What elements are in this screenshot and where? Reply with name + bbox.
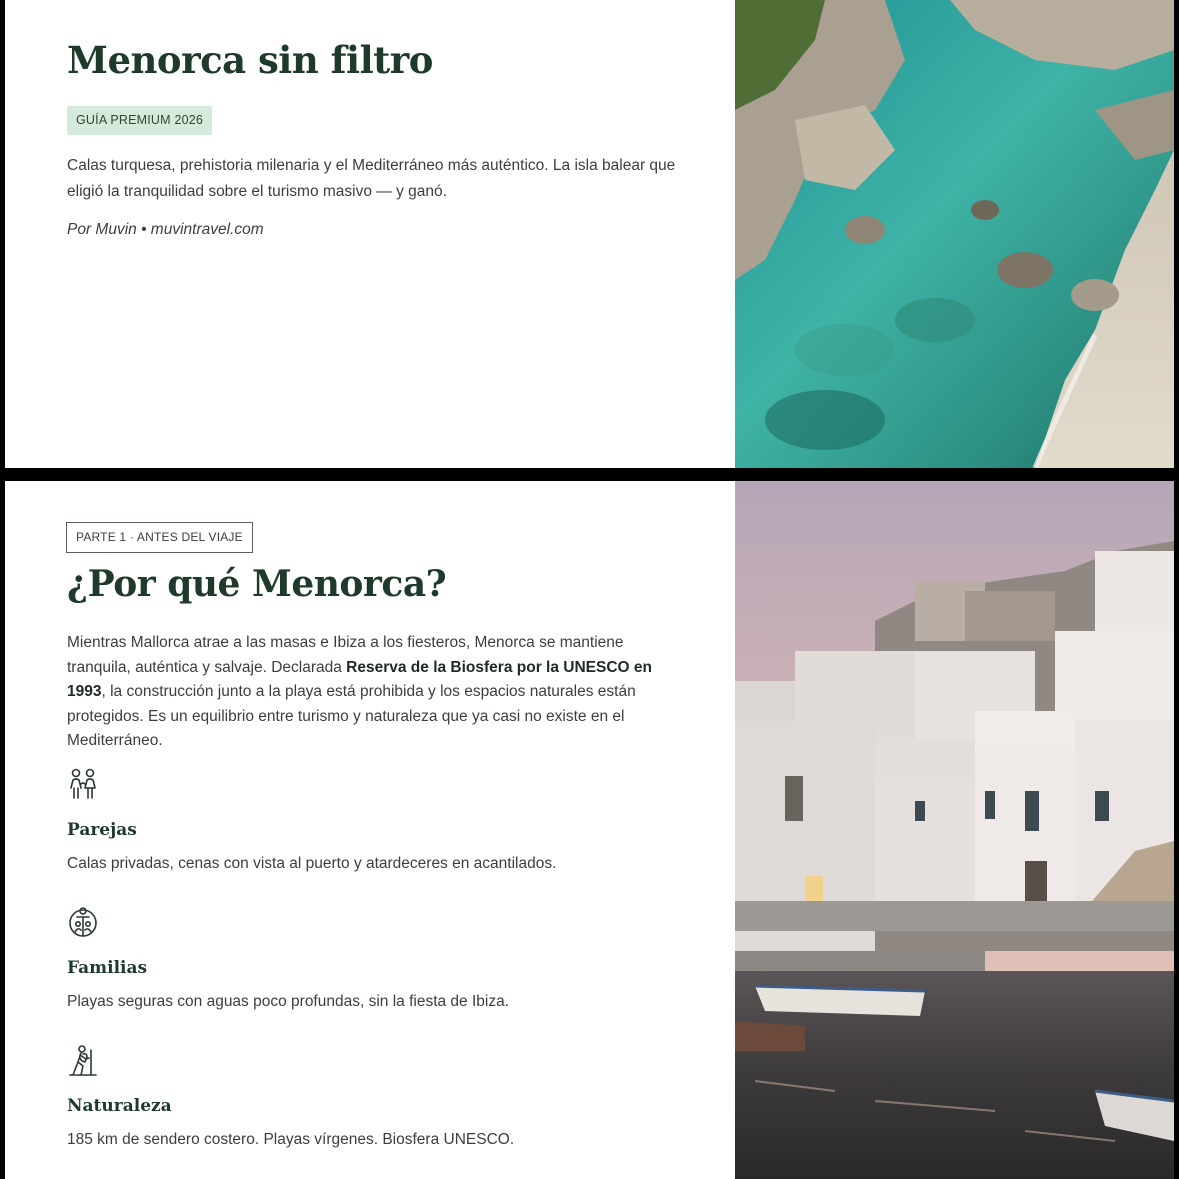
body-rest: , la construcción junto a la playa está prohibida y los espacios naturales están protegidos. Es un equilibrio entre turismo y naturaleza que ya casi no existe en el Mediterráneo. — [67, 683, 636, 750]
family-icon — [67, 906, 99, 940]
section-tag: PARTE 1 · ANTES DEL VIAJE — [66, 522, 253, 553]
feature-couples — [67, 768, 687, 888]
section-title: ¿Por qué Menorca? — [67, 563, 447, 605]
feature-families — [67, 906, 687, 1026]
cover-lead: Calas turquesa, prehistoria milenaria y el Mediterráneo más auténtico. La isla balear que eligió la tranquilidad sobre el turismo masivo — y ganó. — [67, 157, 676, 200]
body-intro: Mientras Mallorca atrae a las masas e Ibiza a los fiesteros, Menorca se mantiene tranquila, auténtica y salvaje. Declarada — [67, 634, 624, 676]
feature-nature — [67, 1044, 687, 1164]
feature-name: Parejas — [67, 820, 137, 840]
feature-desc: Playas seguras con aguas poco profundas, sin la fiesta de Ibiza. — [67, 993, 510, 1010]
section-text-column — [5, 481, 735, 1179]
feature-name: Naturaleza — [67, 1096, 172, 1116]
premium-badge: GUÍA PREMIUM 2026 — [67, 106, 212, 135]
why-menorca-page — [5, 481, 1174, 1179]
body-highlight: Reserva de la Biosfera por la UNESCO en 1993 — [67, 658, 652, 701]
feature-desc: 185 km de sendero costero. Playas vírgenes. Biosfera UNESCO. — [67, 1131, 515, 1148]
coastal-cove-photo — [735, 0, 1174, 468]
section-body — [67, 631, 677, 754]
feature-name: Familias — [67, 958, 148, 978]
couple-icon — [67, 768, 99, 802]
cover-text-column — [5, 0, 735, 468]
cover-byline: Por Muvin • muvintravel.com — [67, 221, 264, 238]
feature-desc: Calas privadas, cenas con vista al puerto y atardeceres en acantilados. — [67, 855, 557, 872]
harbor-village-photo — [735, 481, 1174, 1179]
cover-title: Menorca sin filtro — [67, 38, 433, 82]
hiker-icon — [67, 1044, 99, 1078]
cover-page — [5, 0, 1174, 468]
